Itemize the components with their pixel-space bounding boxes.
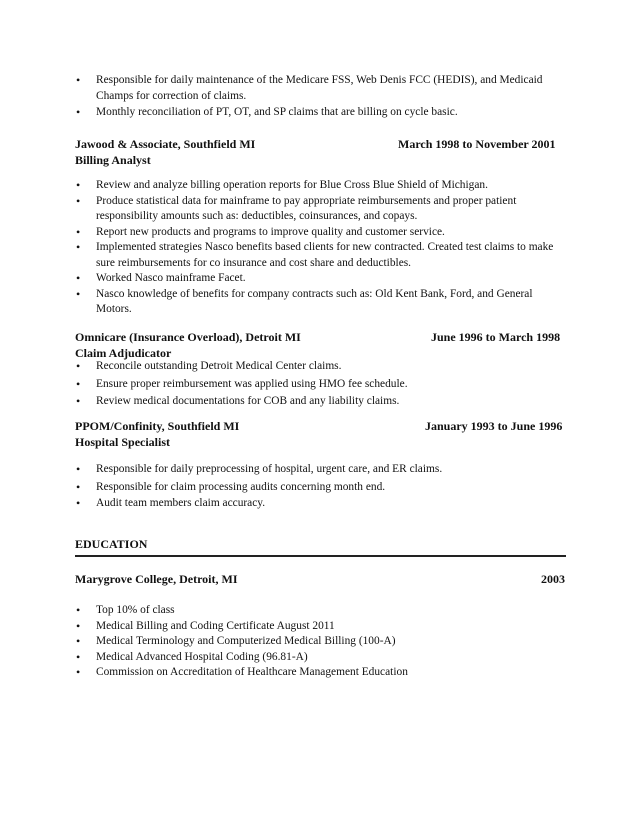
job-bullet-list — [96, 178, 566, 318]
education-heading: EDUCATION — [75, 537, 148, 551]
job-dates: March 1998 to November 2001 — [398, 137, 556, 151]
section-divider — [75, 555, 566, 557]
list-item: • Produce statistical data for mainframe to pay appropriate reimbursements and proper patient responsibility amounts such as: deductibles, coinsurances, and copays. — [96, 194, 566, 225]
list-item: • Worked Nasco mainframe Facet. — [96, 271, 566, 287]
list-item: • Top 10% of class — [96, 603, 566, 619]
education-header — [75, 571, 565, 587]
list-item: • Monthly reconciliation of PT, OT, and SP claims that are billing on cycle basic. — [96, 105, 566, 121]
job-title: Claim Adjudicator — [75, 346, 172, 360]
list-item: • Medical Terminology and Computerized Medical Billing (100-A) — [96, 634, 566, 650]
job-dates: January 1993 to June 1996 — [425, 419, 563, 433]
job-dates: June 1996 to March 1998 — [431, 330, 561, 344]
list-item: • Responsible for daily maintenance of the Medicare FSS, Web Denis FCC (HEDIS), and Medicaid Champs for correction of claims. — [96, 73, 566, 104]
employer-name: Omnicare (Insurance Overload), Detroit MI — [75, 330, 301, 344]
graduation-year: 2003 — [541, 572, 565, 586]
job-bullet-list — [96, 359, 566, 410]
list-item: • Responsible for claim processing audits concerning month end. — [96, 480, 566, 496]
job-header-ppom — [75, 418, 565, 450]
job-bullet-list — [96, 462, 566, 512]
list-item: • Review medical documentations for COB and any liability claims. — [96, 394, 566, 410]
list-item: • Responsible for daily preprocessing of hospital, urgent care, and ER claims. — [96, 462, 566, 478]
list-item: • Audit team members claim accuracy. — [96, 496, 566, 512]
list-item: • Nasco knowledge of benefits for company contracts such as: Old Kent Bank, Ford, and General Motors. — [96, 287, 566, 318]
job-header-omnicare — [75, 329, 565, 361]
list-item: • Implemented strategies Nasco benefits based clients for new contracted. Created test claims to make sure reimbursements for co insurance and cost share and deductibles. — [96, 240, 566, 271]
education-bullet-list — [96, 603, 566, 681]
intro-bullet-list — [96, 73, 566, 121]
employer-name: Jawood & Associate, Southfield MI — [75, 137, 256, 151]
job-title: Billing Analyst — [75, 153, 151, 167]
list-item: • Medical Billing and Coding Certificate August 2011 — [96, 619, 566, 635]
job-header-jawood — [75, 136, 565, 168]
employer-name: PPOM/Confinity, Southfield MI — [75, 419, 240, 433]
list-item: • Commission on Accreditation of Healthcare Management Education — [96, 665, 566, 681]
list-item: • Medical Advanced Hospital Coding (96.81-A) — [96, 650, 566, 666]
job-title: Hospital Specialist — [75, 435, 171, 449]
list-item: • Report new products and programs to improve quality and customer service. — [96, 225, 566, 241]
list-item: • Reconcile outstanding Detroit Medical Center claims. — [96, 359, 566, 375]
list-item: • Ensure proper reimbursement was applied using HMO fee schedule. — [96, 377, 566, 393]
list-item: • Review and analyze billing operation reports for Blue Cross Blue Shield of Michigan. — [96, 178, 566, 194]
school-name: Marygrove College, Detroit, MI — [75, 572, 238, 586]
